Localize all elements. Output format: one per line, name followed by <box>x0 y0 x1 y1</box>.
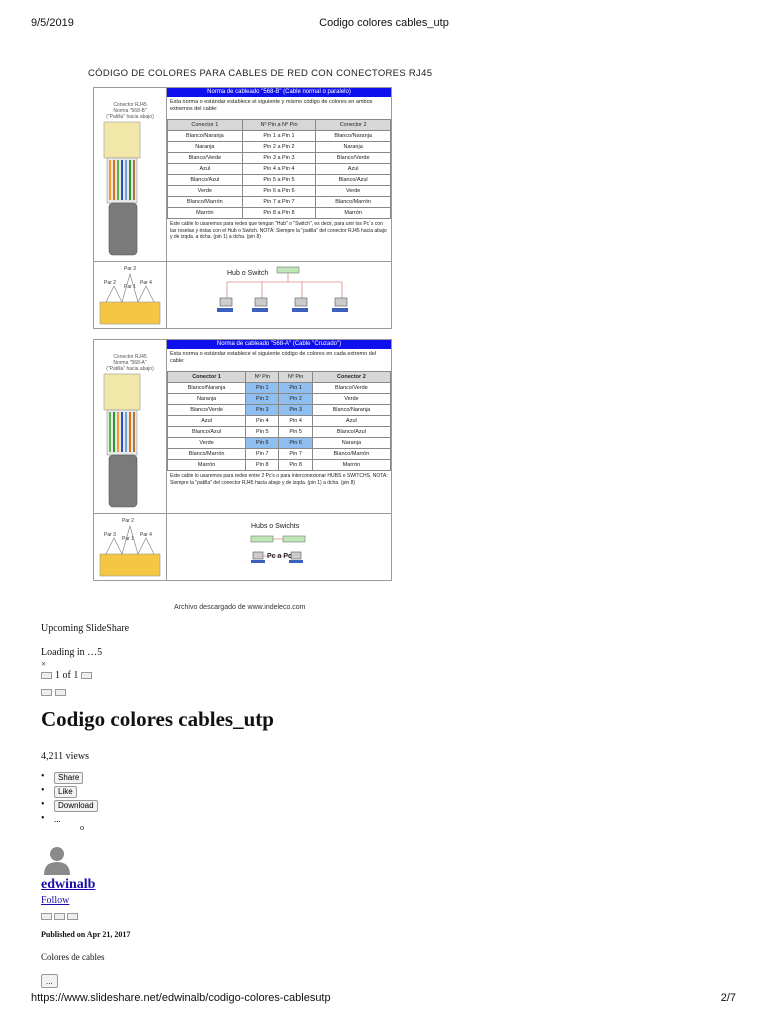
table-cell: Pin 6 <box>246 438 279 449</box>
table-description: Esta norma o estándar establece el siguiente código de colores en cada extremo del cable: <box>170 351 377 364</box>
pair-diagram <box>94 262 167 329</box>
author-control-button[interactable] <box>54 913 65 920</box>
list-item <box>54 812 98 826</box>
card-bottom <box>94 513 391 581</box>
table-cell: Verde <box>316 186 391 197</box>
network-icon <box>167 262 391 329</box>
pair-label: Par 2 <box>104 280 116 286</box>
table-cell: Pin 1 a Pin 1 <box>242 131 316 142</box>
table-row <box>168 142 391 153</box>
description-text: Colores de cables <box>41 952 105 962</box>
table-cell: Verde <box>168 186 243 197</box>
table-cell: Azul <box>316 164 391 175</box>
table-cell: Pin 6 a Pin 6 <box>242 186 316 197</box>
action-list <box>54 770 98 826</box>
more-actions[interactable]: ... <box>54 814 61 824</box>
print-header <box>0 17 768 31</box>
table-cell: Marrón <box>168 460 246 471</box>
table-cell: Blanco/Azul <box>316 175 391 186</box>
table-header: Norma de cableado "568-A" (Cable "Cruzado") <box>167 340 391 349</box>
table-cell: Pin 3 <box>246 405 279 416</box>
table-cell: Pin 5 a Pin 5 <box>242 175 316 186</box>
table-row <box>168 405 391 416</box>
table-cell: Pin 4 a Pin 4 <box>242 164 316 175</box>
view-count: 4,211 views <box>41 751 89 762</box>
table-cell: Blanco/Verde <box>168 405 246 416</box>
table-cell: Pin 2 <box>279 394 312 405</box>
connector-illustration <box>94 88 167 261</box>
table-cell: Naranja <box>168 142 243 153</box>
prev-slide-button[interactable] <box>41 672 52 679</box>
card-568b <box>93 87 392 329</box>
table-row <box>168 449 391 460</box>
table-cell: Blanco/Marrón <box>312 449 390 460</box>
table-cell: Azul <box>312 416 390 427</box>
table-cell: Pin 1 <box>279 383 312 394</box>
table-cell: Marrón <box>168 208 243 219</box>
connector-label-line: ("Patilla" hacia abajo) <box>106 366 154 372</box>
table-cell: Marrón <box>316 208 391 219</box>
published-date: Published on Apr 21, 2017 <box>41 930 131 939</box>
connector-label-line: Norma "568-A" <box>113 360 147 366</box>
network-diagram <box>167 262 391 329</box>
list-item <box>54 770 98 784</box>
connector-label-line: Norma "568-B" <box>113 108 147 114</box>
table-row <box>168 416 391 427</box>
table-cell: Verde <box>312 394 390 405</box>
author-control-button[interactable] <box>41 913 52 920</box>
column-header: Conector 2 <box>316 120 391 131</box>
table-cell: Pin 3 <box>279 405 312 416</box>
pair-label: Par 1 <box>124 284 136 290</box>
table-cell: Azul <box>168 164 243 175</box>
connector-label-line: ("Patilla" hacia abajo) <box>106 114 154 120</box>
table-row <box>168 394 391 405</box>
document-title: CÓDIGO DE COLORES PARA CABLES DE RED CON CONECTORES RJ45 <box>88 68 433 79</box>
table-row <box>168 186 391 197</box>
fullscreen-button[interactable] <box>41 689 52 696</box>
table-cell: Pin 5 <box>246 427 279 438</box>
rj45-connector-icon <box>94 372 166 522</box>
slide-pager <box>41 670 92 681</box>
table-cell: Blanco/Verde <box>316 153 391 164</box>
pair-label: Par 4 <box>140 532 152 538</box>
column-header: Conector 2 <box>312 372 390 383</box>
table-note: Este cable lo usaremos para redes entre 2 Pc's o para interconexionar HUBS o SWITCHS. NOTA: Siempre la "patilla" del conector RJ45 hacia abajo y de izqda. (pin 1) a dcha. (pin 8) <box>170 473 388 486</box>
color-table <box>167 371 391 471</box>
color-table <box>167 119 391 219</box>
column-header: Nº Pin <box>246 372 279 383</box>
sub-list-bullet: o <box>80 823 84 832</box>
pair-label: Par 3 <box>104 532 116 538</box>
table-cell: Azul <box>168 416 246 427</box>
pair-wiring-icon <box>94 514 166 581</box>
connector-label <box>96 354 164 372</box>
rj45-connector-icon <box>94 120 166 270</box>
table-cell: Blanco/Azul <box>312 427 390 438</box>
print-title: Codigo colores cables_utp <box>319 17 449 29</box>
follow-link[interactable]: Follow <box>41 895 70 906</box>
next-slide-button[interactable] <box>81 672 92 679</box>
connector-label-line: Conector RJ45 <box>113 354 147 360</box>
source-note: Archivo descargado de www.indeleco.com <box>174 604 306 611</box>
connector-label-line: Conector RJ45 <box>113 102 147 108</box>
table-cell: Pin 5 <box>279 427 312 438</box>
table-cell: Pin 8 <box>279 460 312 471</box>
table-description: Esta norma o estándar establece el siguiente y mismo código de colores en ambos extremos del cable: <box>170 99 373 112</box>
table-row <box>168 153 391 164</box>
table-row <box>168 427 391 438</box>
table-cell: Pin 7 a Pin 7 <box>242 197 316 208</box>
diagram-label: Hub o Switch <box>227 270 269 277</box>
more-button[interactable]: ... <box>41 974 58 988</box>
card-bottom <box>94 261 391 329</box>
like-button[interactable]: Like <box>54 786 77 798</box>
avatar-icon <box>42 845 72 875</box>
table-cell: Pin 8 <box>246 460 279 471</box>
connector-illustration <box>94 340 167 513</box>
table-row <box>168 208 391 219</box>
diagram-label: Pc a Pc <box>267 553 292 560</box>
card-568a <box>93 339 392 581</box>
table-cell: Blanco/Naranja <box>168 383 246 394</box>
column-header: Conector 1 <box>168 120 243 131</box>
loading-text: Loading in …5 <box>41 647 103 658</box>
table-cell: Marrón <box>312 460 390 471</box>
table-cell: Pin 7 <box>246 449 279 460</box>
table-row <box>168 197 391 208</box>
table-cell: Verde <box>168 438 246 449</box>
table-cell: Pin 4 <box>246 416 279 427</box>
table-cell: Naranja <box>312 438 390 449</box>
table-cell: Blanco/Naranja <box>312 405 390 416</box>
table-cell: Blanco/Verde <box>312 383 390 394</box>
upcoming-slideshare: Upcoming SlideShare <box>41 623 130 634</box>
pair-label: Par 2 <box>122 518 134 524</box>
table-note: Este cable lo usaremos para redes que tengan "Hub" o "Switch", es decir, para unir los Pc´s con las rosetas y éstas con el Hub o Switch. NOTA: Siempre la "patilla" del conector RJ45 hacia abajo y de izqda. a dcha. (pin 1) a dcha. (pin 8) <box>170 221 387 240</box>
table-header: Norma de cableado "568-B" (Cable normal o paralelo) <box>167 88 391 97</box>
table-cell: Pin 2 a Pin 2 <box>242 142 316 153</box>
table-row <box>168 438 391 449</box>
print-page-number: 2/7 <box>720 992 736 1004</box>
table-cell: Pin 1 <box>246 383 279 394</box>
network-icon <box>167 514 391 581</box>
table-cell: Blanco/Naranja <box>316 131 391 142</box>
table-cell: Blanco/Marrón <box>168 449 246 460</box>
pair-label: Par 3 <box>124 266 136 272</box>
list-item <box>54 798 98 812</box>
author-control-button[interactable] <box>67 913 78 920</box>
column-header: Nº Pin <box>279 372 312 383</box>
table-568b <box>167 88 391 243</box>
table-cell: Pin 3 a Pin 3 <box>242 153 316 164</box>
author-controls <box>41 913 78 920</box>
list-item <box>54 784 98 798</box>
table-cell: Pin 2 <box>246 394 279 405</box>
diagram-label: Hubs o Swichts <box>251 523 300 530</box>
player-controls <box>41 689 66 696</box>
table-cell: Blanco/Marrón <box>168 197 243 208</box>
table-row <box>168 164 391 175</box>
pair-diagram <box>94 514 167 581</box>
table-cell: Pin 7 <box>279 449 312 460</box>
table-cell: Blanco/Marrón <box>316 197 391 208</box>
table-cell: Naranja <box>168 394 246 405</box>
table-row <box>168 460 391 471</box>
print-url: https://www.slideshare.net/edwinalb/codigo-colores-cablesutp <box>31 992 331 1004</box>
print-date: 9/5/2019 <box>31 17 74 29</box>
table-cell: Pin 6 <box>279 438 312 449</box>
column-header: Nº Pin a Nº Pin <box>242 120 316 131</box>
table-row <box>168 131 391 142</box>
table-cell: Naranja <box>316 142 391 153</box>
page-title: Codigo colores cables_utp <box>41 707 274 731</box>
author-link[interactable]: edwinalb <box>41 877 96 892</box>
pair-label: Par 4 <box>140 280 152 286</box>
close-icon[interactable]: × <box>41 659 47 669</box>
table-cell: Blanco/Azul <box>168 175 243 186</box>
table-row <box>168 175 391 186</box>
download-button[interactable]: Download <box>54 800 98 812</box>
network-diagram <box>167 514 391 581</box>
table-cell: Blanco/Azul <box>168 427 246 438</box>
embed-button[interactable] <box>55 689 66 696</box>
pager-text: 1 of 1 <box>55 670 79 681</box>
share-button[interactable]: Share <box>54 772 83 784</box>
pair-wiring-icon <box>94 262 166 329</box>
table-cell: Pin 8 a Pin 8 <box>242 208 316 219</box>
table-cell: Blanco/Verde <box>168 153 243 164</box>
column-header: Conector 1 <box>168 372 246 383</box>
table-568a <box>167 340 391 488</box>
pair-label: Par 1 <box>122 536 134 542</box>
connector-label <box>96 102 164 120</box>
table-cell: Pin 4 <box>279 416 312 427</box>
table-row <box>168 383 391 394</box>
table-cell: Blanco/Naranja <box>168 131 243 142</box>
